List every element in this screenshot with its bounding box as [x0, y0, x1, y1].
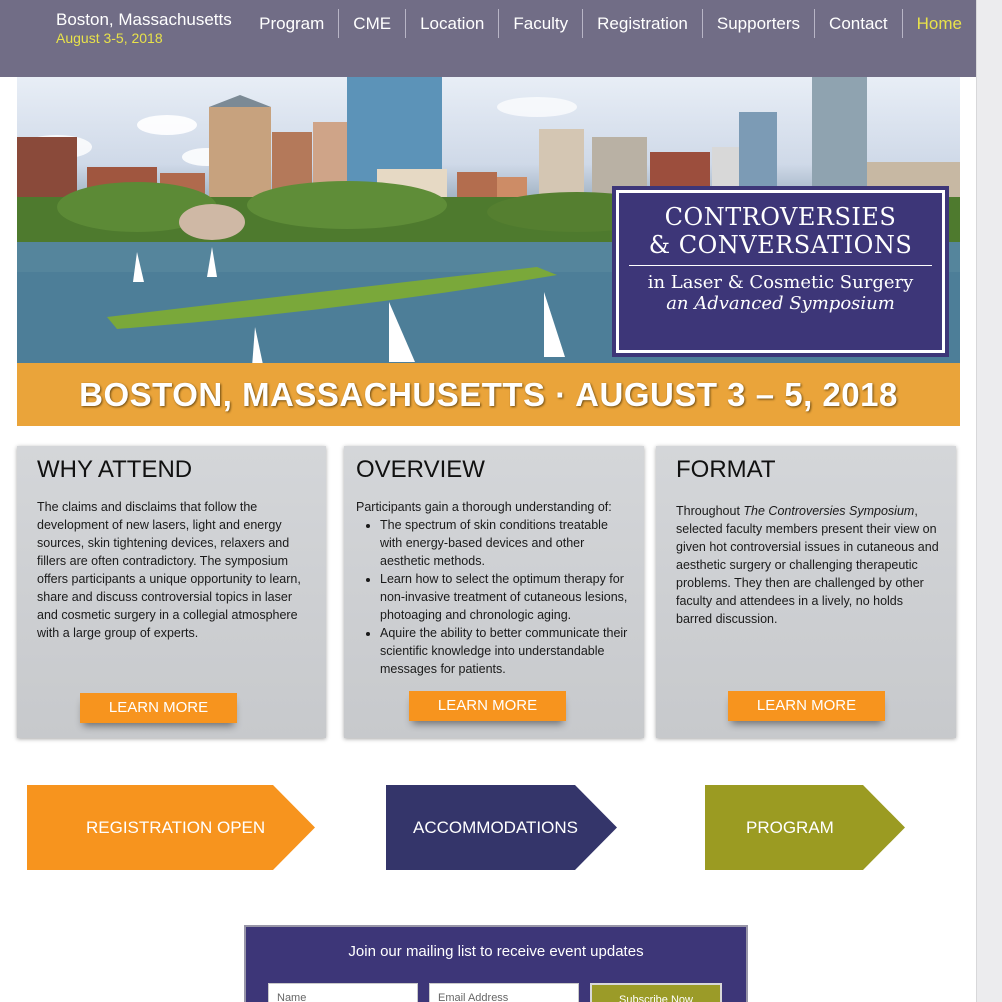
accommodations-label: ACCOMMODATIONS: [413, 818, 578, 837]
name-input[interactable]: Name: [268, 983, 418, 1002]
why-attend-text: The claims and disclaims that follow the development of new lasers, light and energy sources, skin tightening devices, relaxers and fillers are often contradictory. The symposium offers participants a unique opportunity to learn, share and discuss controversial topics in laser and cosmetic surgery in a collegial atmosphere with a large group of experts.: [37, 500, 301, 640]
title-line-conversations: & CONVERSATIONS: [629, 231, 932, 266]
hero-date-banner: BOSTON, MASSACHUSETTS · AUGUST 3 – 5, 2018: [17, 363, 960, 426]
overview-intro: Participants gain a thorough understanding of:: [356, 500, 612, 514]
brand-dates: August 3-5, 2018: [56, 30, 163, 46]
nav-registration[interactable]: Registration: [582, 9, 702, 38]
list-item: • Aquire the ability to better communicate their scientific knowledge into understandable messages for patients.: [380, 624, 630, 678]
nav-contact[interactable]: Contact: [814, 9, 902, 38]
format-text-italic: The Controversies Symposium: [743, 504, 915, 518]
list-item: • Learn how to select the optimum therapy for non-invasive treatment of cutaneous lesions, photoaging and chronologic aging.: [380, 570, 630, 624]
site-header: [0, 0, 976, 77]
accommodations-button[interactable]: [386, 785, 617, 870]
nav-home[interactable]: Home: [902, 9, 976, 38]
brand-city[interactable]: Boston, Massachusetts: [56, 10, 232, 29]
symposium-title-box: [616, 190, 945, 353]
overview-list: [356, 516, 630, 678]
format-card: [656, 446, 956, 738]
mailing-list-title: Join our mailing list to receive event updates: [348, 943, 644, 960]
overview-card: [344, 446, 644, 738]
title-line-controversies: CONTROVERSIES: [664, 203, 897, 231]
overview-body: [356, 498, 630, 678]
format-text: [676, 502, 942, 628]
registration-open-button[interactable]: [27, 785, 315, 870]
nav-faculty[interactable]: Faculty: [498, 9, 582, 38]
nav-location[interactable]: Location: [405, 9, 498, 38]
program-button[interactable]: [705, 785, 905, 870]
overview-title: OVERVIEW: [356, 456, 485, 483]
format-title: FORMAT: [676, 456, 776, 483]
format-learn-more-button[interactable]: LEARN MORE: [728, 691, 885, 721]
mailing-list-panel: [244, 925, 748, 1002]
subscribe-button[interactable]: Subscribe Now: [590, 983, 722, 1002]
format-body: [676, 502, 942, 628]
list-item: • The spectrum of skin conditions treatable with energy-based devices and other aesthetic methods.: [380, 516, 630, 570]
why-attend-body: [37, 498, 312, 642]
nav-cme[interactable]: CME: [338, 9, 405, 38]
format-text-suffix: , selected faculty members present their view on given hot controversial issues in cutaneous and aesthetic surgery or challenging therapeutic problems. They then are challenged by other faculty and attendees in a lively, no holds barred discussion.: [676, 504, 939, 626]
main-nav: [245, 9, 976, 38]
why-attend-learn-more-button[interactable]: LEARN MORE: [80, 693, 237, 723]
vertical-scrollbar[interactable]: [976, 0, 1002, 1002]
why-attend-title: WHY ATTEND: [37, 456, 193, 483]
nav-supporters[interactable]: Supporters: [702, 9, 814, 38]
program-label: PROGRAM: [746, 818, 834, 837]
title-line-subtitle: in Laser & Cosmetic Surgery: [647, 272, 914, 293]
format-text-prefix: Throughout: [676, 504, 744, 518]
overview-learn-more-button[interactable]: LEARN MORE: [409, 691, 566, 721]
email-input[interactable]: Email Address: [429, 983, 579, 1002]
title-line-tagline: an Advanced Symposium: [666, 293, 895, 314]
why-attend-card: [17, 446, 326, 738]
hero-banner: [17, 77, 960, 426]
registration-open-label: REGISTRATION OPEN: [86, 818, 266, 837]
nav-program[interactable]: Program: [259, 14, 325, 33]
